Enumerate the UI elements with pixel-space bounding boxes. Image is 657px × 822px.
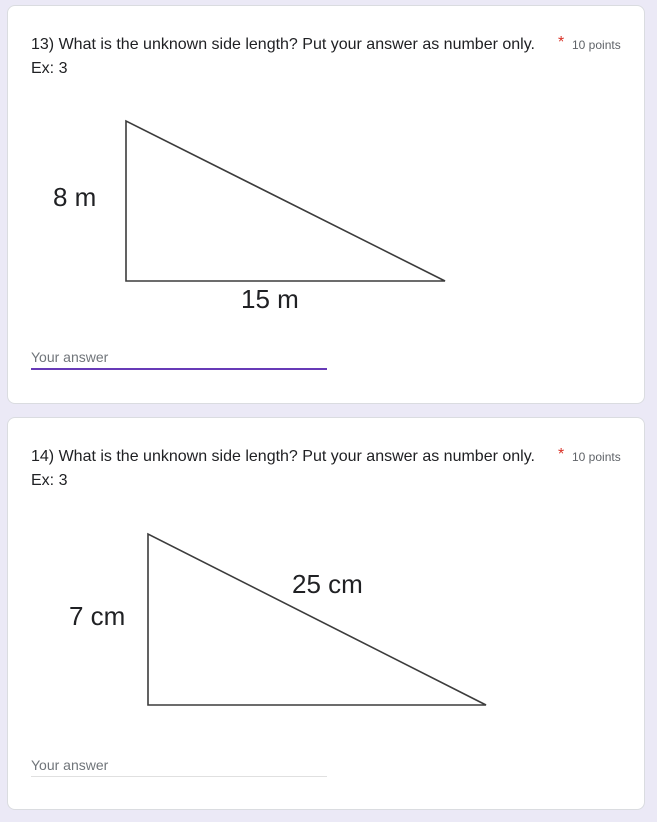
vertical-side-label: 8 m: [53, 182, 97, 212]
vertical-side-label: 7 cm: [69, 601, 126, 631]
hypotenuse-label: 25 cm: [292, 569, 363, 599]
points-label: 10 points: [572, 450, 621, 464]
question-title: 13) What is the unknown side length? Put your answer as number only. Ex: 3: [31, 36, 535, 77]
question-title: 14) What is the unknown side length? Put your answer as number only. Ex: 3: [31, 448, 535, 489]
question-card-13: [7, 5, 645, 404]
points-label: 10 points: [572, 38, 621, 52]
triangle-shape: [126, 121, 445, 281]
required-asterisk: *: [558, 34, 565, 51]
triangle-shape: [148, 534, 486, 705]
question-card-14: [7, 417, 645, 810]
answer-input[interactable]: [31, 754, 327, 777]
answer-input[interactable]: [31, 346, 327, 370]
required-asterisk: *: [558, 446, 565, 463]
horizontal-side-label: 15 m: [241, 284, 299, 314]
